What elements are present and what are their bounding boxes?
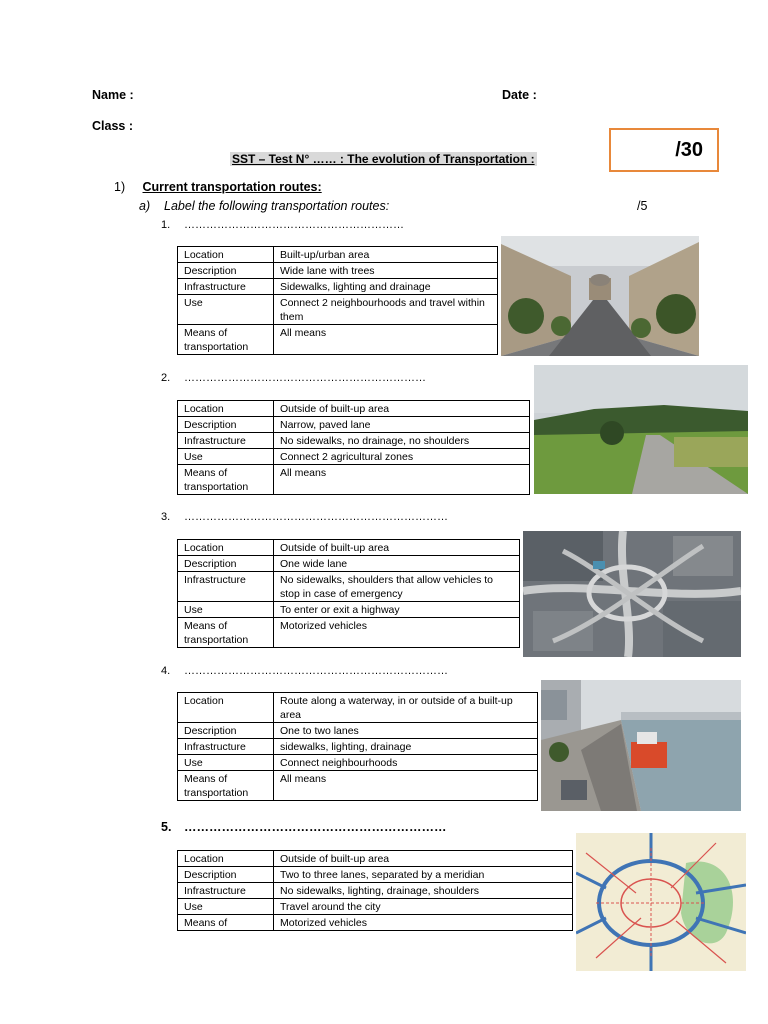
answer-blank[interactable]: ……………………………………………………… [184,820,447,834]
route-table: Location Outside of built-up area Description Narrow, paved lane Infrastructure No sidewalks, no drainage, no shoulders Use Connect 2 agricultural zones Means of transportation All means [177,400,530,495]
section-heading: 1) Current transportation routes: [114,180,322,194]
answer-blank[interactable]: ………………………………………………………… [184,372,426,384]
highway-interchange-photo [523,531,741,657]
date-label: Date : [502,88,537,102]
urban-avenue-photo [501,236,699,356]
test-title: SST – Test N° …… : The evolution of Transportation : [232,152,535,166]
subsection-heading: a) Label the following transportation routes: [139,199,390,213]
answer-blank[interactable]: …………………………………………………… [184,219,404,231]
route-number: 4. [161,665,171,677]
ring-road-map [576,833,746,971]
class-label: Class : [92,119,133,133]
answer-blank[interactable]: ……………………………………………………………… [184,665,448,677]
route-table: Location Outside of built-up area Description Two to three lanes, separated by a meridian Infrastructure No sidewalks, lighting, drainage, shoulders Use Travel around the city Means of Motorized vehicles [177,850,573,931]
route-table: Location Route along a waterway, in or outside of a built-up area Description One to two lanes Infrastructure sidewalks, lighting, drainage Use Connect neighbourhoods Means of transportation All means [177,692,538,801]
route-number: 2. [161,372,171,384]
subsection-score: /5 [637,199,648,213]
route-table: Location Outside of built-up area Description One wide lane Infrastructure No sidewalks, shoulders that allow vehicles to stop in case of emergency Use To enter or exit a highway Means of transportation Motorized vehicles [177,539,520,648]
route-table: Location Built-up/urban area Description Wide lane with trees Infrastructure Sidewalks, lighting and drainage Use Connect 2 neighbourhoods and travel within them Means of transportation All means [177,246,498,355]
route-number: 5. [161,820,172,834]
score-box [609,128,719,172]
route-number: 1. [161,219,171,231]
answer-blank[interactable]: ……………………………………………………………… [184,511,448,523]
rural-road-photo [534,365,748,494]
route-number: 3. [161,511,171,523]
total-score: /30 [675,139,703,161]
name-label: Name : [92,88,134,102]
waterfront-road-photo [541,680,741,811]
